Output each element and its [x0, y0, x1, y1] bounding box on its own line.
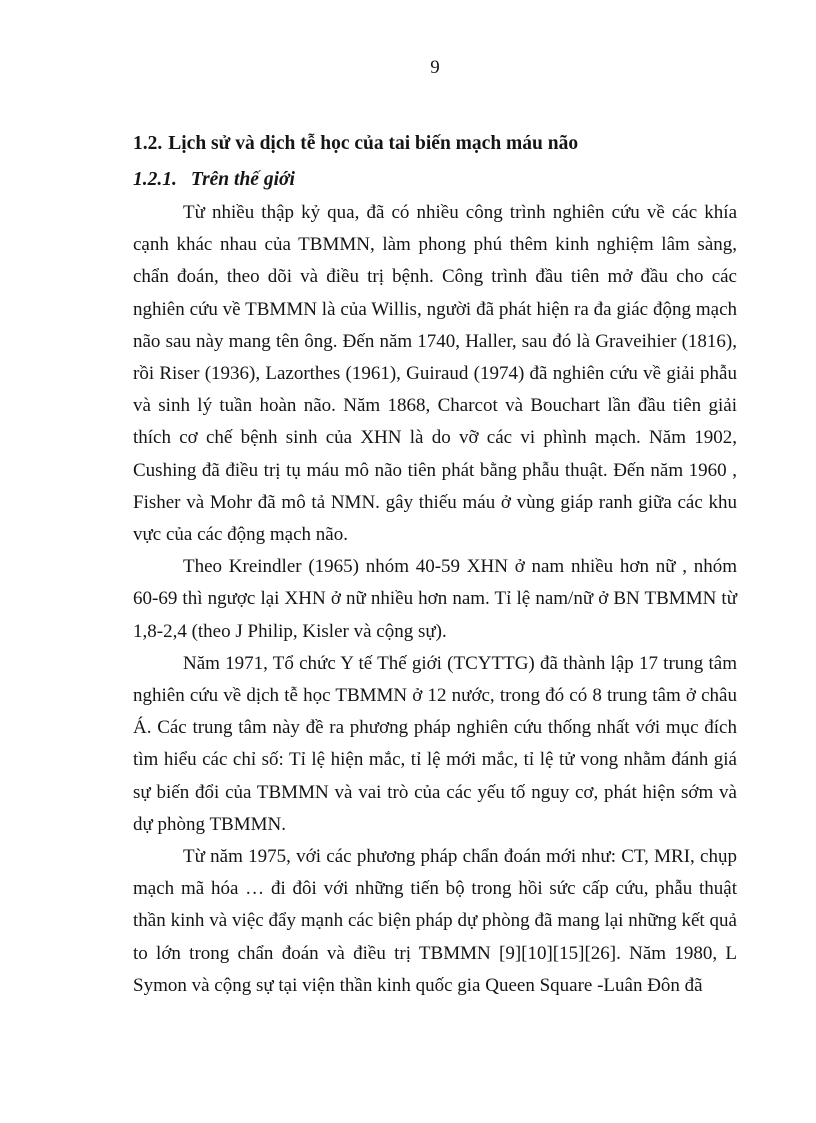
subsection-heading-number: 1.2.1.: [133, 169, 177, 190]
section-heading-number: 1.2.: [133, 133, 163, 154]
subsection-heading: [133, 164, 737, 195]
section-heading: [133, 128, 737, 159]
body-paragraph: Theo Kreindler (1965) nhóm 40-59 XHN ở nam nhiều hơn nữ , nhóm 60-69 thì ngược lại XHN ở nữ nhiều hơn nam. Tỉ lệ nam/nữ ở BN TBMMN từ 1,8-2,4 (theo J Philip, Kisler và cộng sự).: [133, 556, 737, 642]
body-paragraph: Từ năm 1975, với các phương pháp chẩn đoán mới như: CT, MRI, chụp mạch mã hóa … đi đôi với những tiến bộ trong hồi sức cấp cứu, phẫu thuật thần kinh và việc đẩy mạnh các biện pháp dự phòng đã mang lại những kết quả to lớn trong chẩn đoán và điều trị TBMMN [9][10][15][26]. Năm 1980, L Symon và cộng sự tại viện thần kinh quốc gia Queen Square -Luân Đôn đã: [133, 846, 737, 996]
section-heading-text: Lịch sử và dịch tễ học của tai biến mạch máu não: [168, 133, 579, 154]
subsection-heading-text: Trên thế giới: [190, 169, 295, 190]
body-paragraph: Năm 1971, Tổ chức Y tế Thế giới (TCYTTG) đã thành lập 17 trung tâm nghiên cứu về dịch tễ học TBMMN ở 12 nước, trong đó có 8 trung tâm ở châu Á. Các trung tâm này đề ra phương pháp nghiên cứu thống nhất với mục đích tìm hiểu các chỉ số: Tỉ lệ hiện mắc, tỉ lệ mới mắc, tỉ lệ tử vong nhằm đánh giá sự biến đổi của TBMMN và vai trò của các yếu tố nguy cơ, phát hiện sớm và dự phòng TBMMN.: [133, 652, 737, 835]
body-paragraph: Từ nhiều thập kỷ qua, đã có nhiều công trình nghiên cứu về các khía cạnh khác nhau của TBMMN, làm phong phú thêm kinh nghiệm lâm sàng, chẩn đoán, theo dõi và điều trị bệnh. Công trình đầu tiên mở đầu cho các nghiên cứu về TBMMN là của Willis, người đã phát hiện ra đa giác động mạch não sau này mang tên ông. Đến năm 1740, Haller, sau đó là Graveihier (1816), rồi Riser (1936), Lazorthes (1961), Guiraud (1974) đã nghiên cứu về giải phẫu và sinh lý tuần hoàn não. Năm 1868, Charcot và Bouchart lần đầu tiên giải thích cơ chế bệnh sinh của XHN là do vỡ các vi phình mạch. Năm 1902, Cushing đã điều trị tụ máu mô não tiên phát bằng phẫu thuật. Đến năm 1960 , Fisher và Mohr đã mô tả NMN. gây thiếu máu ở vùng giáp ranh giữa các khu vực của các động mạch não.: [133, 202, 737, 546]
page-number: 9: [430, 57, 440, 78]
document-body: [133, 197, 737, 1002]
